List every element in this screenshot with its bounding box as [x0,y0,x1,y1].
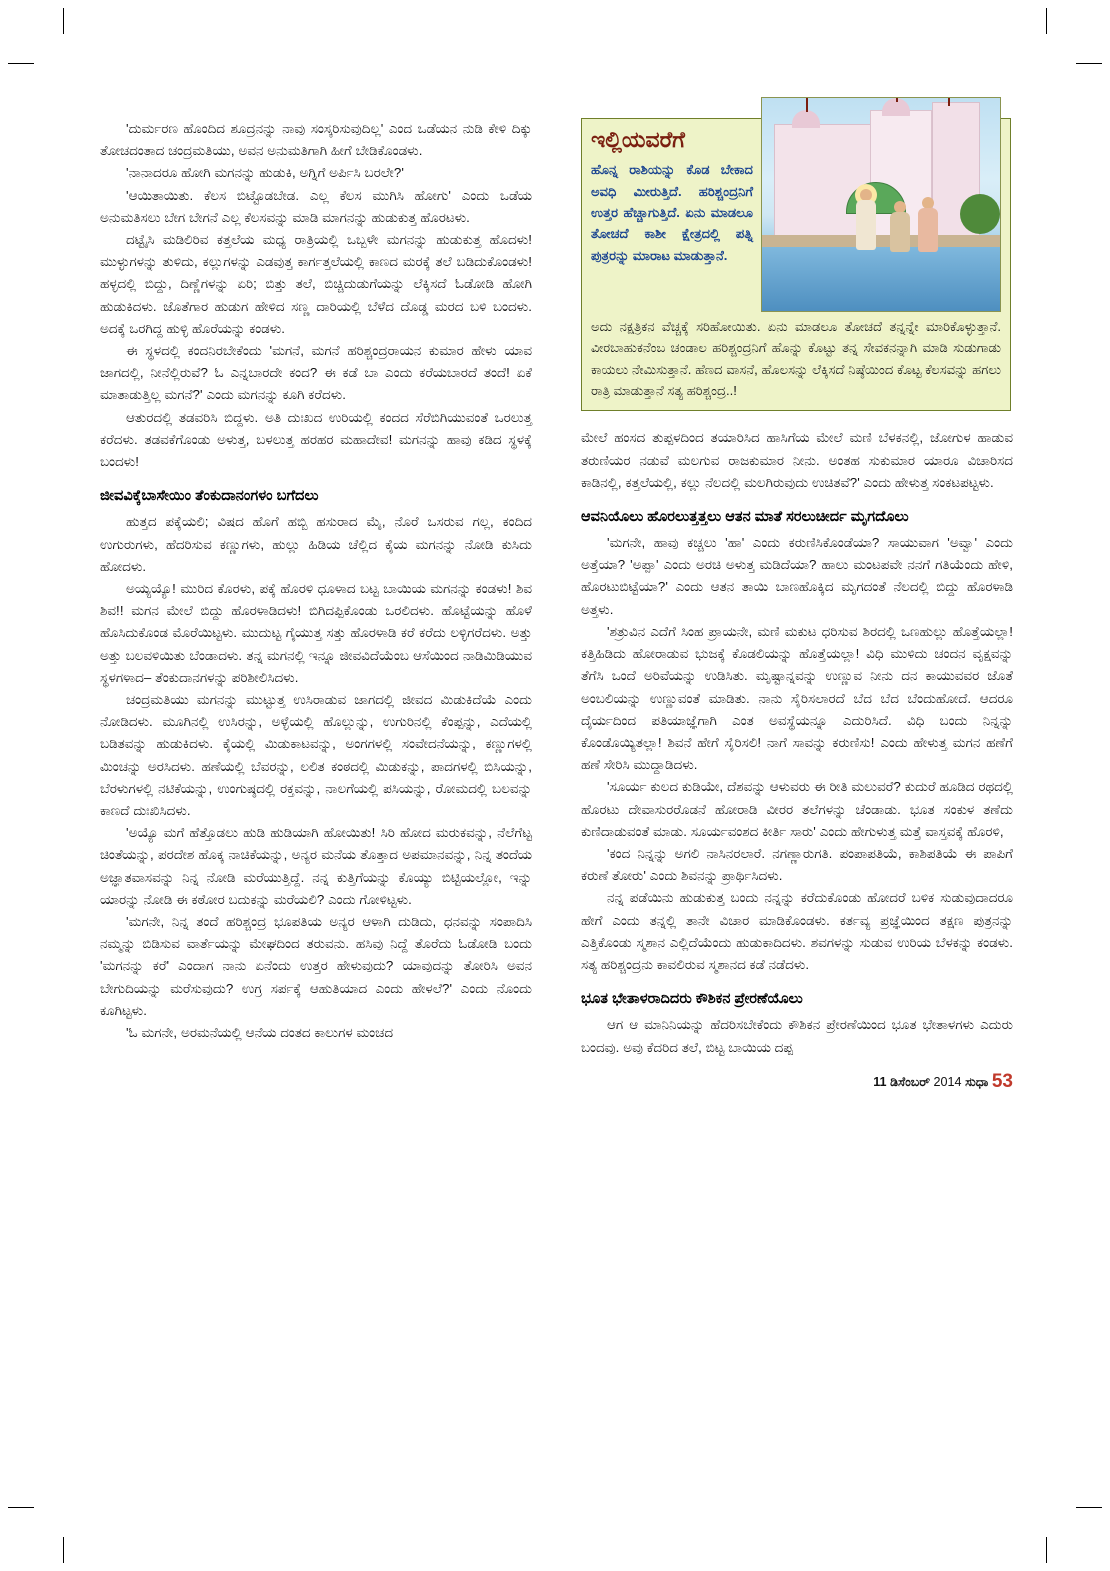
crop-mark-top-left-h [8,63,34,64]
right-column [581,118,1013,1092]
body-paragraph: ಚಂದ್ರಮತಿಯು ಮಗನನ್ನು ಮುಟ್ಟುತ್ತ ಉಸಿರಾಡುವ ಜಾಗದಲ್ಲಿ ಜೀವದ ಮಿಡುಕಿದೆಯೆ ಎಂದು ನೋಡಿದಳು. ಮೂಗಿನಲ್ಲಿ ಉಸಿರನ್ನು, ಅಳ್ಳೆಯಲ್ಲಿ ಹೊಲ್ಲುನ್ನು, ಉಗುರಿನಲ್ಲಿ ಕೆಂಪ್ಪನ್ನು, ಎದೆಯಲ್ಲಿ ಬಡಿತವನ್ನು ಹುಡುಕಿದಳು. ಕೈಯಲ್ಲಿ ಮಿಡುಕಾಟವನ್ನು, ಅಂಗಗಳಲ್ಲಿ ಸಂವೇದನೆಯನ್ನು, ಕಣ್ಣುಗಳಲ್ಲಿ ಮಿಂಚನ್ನು ಅರಸಿದಳು. ಹಣೆಯಲ್ಲಿ ಬೆವರನ್ನು, ಲಲಿತ ಕಂಠದಲ್ಲಿ ಮಿಡುಕನ್ನು, ಪಾದಗಳಲ್ಲಿ ಬಿಸಿಯನ್ನು, ಬೆರಳುಗಳಲ್ಲಿ ನಟಿಕೆಯನ್ನು, ಉಂಗುಷ್ಠದಲ್ಲಿ ರಕ್ತವನ್ನು, ನಾಲಗೆಯಲ್ಲಿ ಪಸಿಯನ್ನು, ರೋಮದಲ್ಲಿ ಬಲವನ್ನು ಕಾಣದೆ ದುಃಖಿಸಿದಳು. [100,692,532,819]
illustration-figure-child [888,201,912,253]
illustration-water [762,247,1000,311]
body-paragraph: ಈ ಸ್ಥಳದಲ್ಲಿ ಕಂದನಿರಬೇಕೆಂದು 'ಮಗನೆ, ಮಗನೆ ಹರಿಶ್ಚಂದ್ರರಾಯನ ಕುಮಾರ ಹೇಳು ಯಾವ ಜಾಗದಲ್ಲಿ, ನೀನೆಲ್ಲಿರುವೆ? ಓ ಎನ್ನಬಾರದೇ ಕಂದ? ಈ ಕಡೆ ಬಾ ಎಂದು ಕರೆಯಬಾರದೆ ತಂದೆ! ಏಕೆ ಮಾತಾಡುತ್ತಿಲ್ಲ ಮಗನೆ?' ಎಂದು ಮಗನನ್ನು ಕೂಗಿ ಕರೆದಳು. [100,343,532,403]
section-heading: ಭೂತ ಭೇತಾಳರಾದಿದರು ಕೌಶಿಕನ ಪ್ರೇರಣೆಯೊಲು [581,991,803,1008]
illustration-figure-body [856,200,876,250]
crop-mark-top-right-h [1076,63,1102,64]
page-footer [873,1071,1013,1093]
body-paragraph: 'ಅಯ್ಯೊ ಮಗೆ ಹೆತ್ತೊಡಲು ಹುಡಿ ಹುಡಿಯಾಗಿ ಹೋಯಿತು! ಸಿರಿ ಹೋದ ಮರುಕವನ್ನು, ನೆಲೆಗೆಟ್ಟ ಚಿಂತೆಯನ್ನು, ಪರದೇಶ ಹೊಕ್ಕ ನಾಚಿಕೆಯನ್ನು, ಅನ್ಯರ ಮನೆಯ ತೊತ್ತಾದ ಅಪಮಾನವನ್ನು, ನಿನ್ನ ತಂದೆಯ ಅಜ್ಞಾತವಾಸವನ್ನು ನಿನ್ನ ನೋಡಿ ಮರೆಯುತ್ತಿದ್ದೆ. ನನ್ನ ಕುತ್ತಿಗೆಯನ್ನು ಕೊಯ್ಯು ಬಿಟ್ಟಿಯಲ್ಲೋ, ಇನ್ನು ಯಾರನ್ನು ನೋಡಿ ಈ ಕಠೋರ ಬದುಕನ್ನು ಮರೆಯಲಿ? ಎಂದು ಗೋಳಿಟ್ಟಳು. [100,825,532,907]
body-paragraph: ಮೇಲೆ ಹಂಸದ ತುಪ್ಪಳದಿಂದ ತಯಾರಿಸಿದ ಹಾಸಿಗೆಯ ಮೇಲೆ ಮಣಿ ಬೆಳಕನಲ್ಲಿ, ಜೋಗುಳ ಹಾಡುವ ತರುಣಿಯರ ನಡುವೆ ಮಲಗುವ ರಾಜಕುಮಾರ ನೀನು. ಅಂತಹ ಸುಕುಮಾರ ಯಾರೂ ವಿಚಾರಿಸದ ಕಾಡಿನಲ್ಲಿ, ಕತ್ತಲೆಯಲ್ಲಿ, ಕಲ್ಲು ನೆಲದಲ್ಲಿ ಮಲಗಿರುವುದು ಉಚಿತವೆ?' ಎಂದು ಹೇಳುತ್ತ ಸಂಕಟಪಟ್ಟಳು. [581,430,1013,490]
body-paragraph: ಅಯ್ಯಯ್ಯೊ! ಮುರಿದ ಕೊರಳು, ಪಕ್ಕೆ ಹೊರಳಿ ಧೂಳಾದ ಬಟ್ಟ ಬಾಯಿಯ ಮಗನನ್ನು ಕಂಡಳು! ಶಿವ ಶಿವ!! ಮಗನ ಮೇಲೆ ಬಿದ್ದು ಹೊರಳಾಡಿದಳು! ಬಿಗಿದಪ್ಪಿಕೊಂಡು ಒರಲಿದಳು. ಹೊಟ್ಟೆಯನ್ನು ಹೊಳೆ ಹೊಸಿದುಕೊಂಡ ಮೊರೆಯಿಟ್ಟಳು. ಮುದುಟ್ಟ ಗೈಯುತ್ತ ಸತ್ತು ಹೊರಳಾಡಿ ಕರೆ ಕರೆದು ಲಳ್ಳಿಗರೆದಳು. ಅತ್ತು ಅತ್ತು ಬಲವಳಿಯಿತು ಬೆಂಡಾದಳು. ತನ್ನ ಮಗನಲ್ಲಿ ಇನ್ನೂ ಜೀವವಿದೆಯೆಂಬ ಆಸೆಯಿಂದ ನಾಡಿಮಿಡಿಯುವ ಸ್ಥಳಗಳಾದ– ತೆಂಕುದಾನಗಳನ್ನು ಪರಿಶೀಲಿಸಿದಳು. [100,581,532,685]
body-paragraph: 'ಸೂರ್ಯ ಕುಲದ ಕುಡಿಯೇ, ದೆಶವನ್ನು ಆಳುವರು ಈ ರೀತಿ ಮಲುವರೆ? ಕುದುರೆ ಹೂಡಿದ ರಥದಲ್ಲಿ ಹೊರಟು ದೇವಾಸುರರೊಡನೆ ಹೋರಾಡಿ ವೀರರ ತಲೆಗಳನ್ನು ಚೆಂಡಾಡು. ಭೂತ ಸಂಕುಳ ತಣೆದು ಕುಣಿದಾಡುವಂತೆ ಮಾಡು. ಸೂರ್ಯವಂಶದ ಕೀರ್ತಿ ಸಾರು' ಎಂದು ಹೇಗುಳುತ್ತ ಮತ್ತೆ ವಾಸ್ತವಕ್ಕೆ ಹೊರಳಿ, [581,779,1013,839]
illustration-figure-body [890,212,910,252]
sidebar-paragraph: ಹೊನ್ನ ರಾಶಿಯನ್ನು ಕೊಡ ಬೇಕಾದ ಅವಧಿ ಮೀರುತ್ತಿದೆ. ಹರಿಶ್ಚಂದ್ರನಿಗೆ ಉತ್ತರ ಹೆಚ್ಚಾಗುತ್ತಿದೆ. ಏನು ಮಾಡಲೂ ತೋಚದೆ ಕಾಶೀ ಕ್ಷೇತ್ರದಲ್ಲಿ ಪತ್ನಿ ಪುತ್ರರನ್ನು ಮಾರಾಟ ಮಾಡುತ್ತಾನೆ. [591,162,753,263]
kashi-temple-illustration [761,97,1001,312]
footer-page-number: 53 [991,1070,1013,1092]
body-paragraph: 'ದುರ್ಮರಣ ಹೊಂದಿದ ಶೂದ್ರನನ್ನು ನಾವು ಸಂಸ್ಕರಿಸುವುದಿಲ್ಲ' ಎಂದ ಒಡೆಯನ ನುಡಿ ಕೇಳಿ ದಿಕ್ಕು ತೋಚದಂತಾದ ಚಂದ್ರಮತಿಯು, ಅವನ ಅನುಮತಿಗಾಗಿ ಹೀಗೆ ಬೇಡಿಕೊಂಡಳು. [100,121,532,159]
sidebar-title: ಇಲ್ಲಿಯವರೆಗೆ [591,127,685,152]
illustration-figure-woman [916,197,940,253]
illustration-flag [806,97,808,112]
page-content [100,118,1013,1458]
body-paragraph: 'ಮಗನೇ, ನಿನ್ನ ತಂದೆ ಹರಿಶ್ಚಂದ್ರ ಭೂಪತಿಯ ಅನ್ಯರ ಆಳಾಗಿ ದುಡಿದು, ಧನವನ್ನು ಸಂಪಾದಿಸಿ ನಮ್ಮನ್ನು ಬಿಡಿಸುವ ವಾರ್ತೆಯನ್ನು ಮೇಘದಿಂದ ತರುವನು. ಹಸಿವು ನಿದ್ದೆ ತೊರೆದು ಓಡೋಡಿ ಬಂದು 'ಮಗನನ್ನು ಕರೆ' ಎಂದಾಗ ನಾನು ಏನೆಂದು ಉತ್ತರ ಹೇಳುವುದು? ಯಾವುದನ್ನು ತೋರಿಸಿ ಅವನ ಬೇಗುದಿಯನ್ನು ಮರೆಸುವುದು? ಉಗ್ರ ಸರ್ಪಕ್ಕೆ ಆಹುತಿಯಾದ ಎಂದು ಹೇಳಲೆ?' ಎಂದು ನೊಂದು ಕೂಗಿಟ್ಟಳು. [100,914,532,1018]
recap-sidebar [581,118,1011,411]
footer-day: 11 [873,1074,887,1089]
body-paragraph: 'ಮಗನೇ, ಹಾವು ಕಚ್ಚಲು 'ಹಾ' ಎಂದು ಕರುಣಿಸಿಕೊಂಡೆಯಾ? ಸಾಯುವಾಗ 'ಅವ್ವಾ' ಎಂದು ಅತ್ತೆಯಾ? 'ಅಪ್ಪಾ' ಎಂದು ಅರಚಿ ಅಳುತ್ತ ಮಡಿದೆಯಾ? ಹಾಲು ಮಂಟಪವೇ ನನಗೆ ಗತಿಯೆಂದು ಹೇಳಿ, ಹೊರಟುಬಿಟ್ಟೆಯಾ?' ಎಂದು ಆತನ ತಾಯಿ ಬಾಣಹೊಕ್ಕಿದ ಮೃಗದಂತೆ ನೆಲದಲ್ಲಿ ಬಿದ್ದು ಹೊರಳಾಡಿ ಅತ್ತಳು. [581,535,1013,617]
body-paragraph: 'ಓ ಮಗನೇ, ಅರಮನೆಯಲ್ಲಿ ಆನೆಯ ದಂತದ ಕಾಲುಗಳ ಮಂಚದ [126,1025,394,1041]
crop-mark-bottom-left-h [8,1507,34,1508]
body-paragraph: 'ಶತ್ರುವಿನ ಎದೆಗೆ ಸಿಂಹ ಪ್ರಾಯನೇ, ಮಣಿ ಮಕುಟ ಧರಿಸುವ ಶಿರದಲ್ಲಿ ಒಣಹುಲ್ಲು ಹೊತ್ತೆಯಲ್ಲಾ! ಕತ್ತಿಹಿಡಿದು ಹೋರಾಡುವ ಭುಜಕ್ಕೆ ಕೊಡಲಿಯನ್ನು ಹೊತ್ತೆಯಲ್ಲಾ! ವಿಧಿ ಮುಳಿದು ಚಂದನ ವೃಕ್ಷವನ್ನು ತೆಗೆಸಿ ಒಂದೆ ಅರಿವೆಯನ್ನು ಉಡಿಸಿತು. ಮೃಷ್ಟಾನ್ನವನ್ನು ಉಣ್ಣುವ ನೀನು ದನ ಕಾಯುವವರ ಜೊತೆ ಅಂಬಲಿಯನ್ನು ಉಣ್ಣುವಂತೆ ಮಾಡಿತು. ನಾನು ಸೈರಿಸಲಾರದೆ ಬೆದ ಬೆದ ಬೆಂದುಹೋದೆ. ಆದರೂ ದೈರ್ಯದಿಂದ ಪತಿಯಾಜ್ಞೆಗಾಗಿ ಎಂತ ಅವಸ್ಥೆಯನ್ನೂ ಎದುರಿಸಿದೆ. ವಿಧಿ ಬಂದು ನಿನ್ನನ್ನು ಕೊಂಡೊಯ್ಯಿತಲ್ಲಾ! ಶಿವನೆ ಹೇಗೆ ಸೈರಿಸಲಿ! ನಾಗೆ ಸಾವನ್ನು ಕರುಣಿಸು! ಎಂದು ಹೇಳುತ್ತ ಮಗನ ಹಣೆಗೆ ಹಣೆ ಸೇರಿಸಿ ಮುದ್ದಾಡಿದಳು. [581,623,1013,773]
footer-magazine-name: ಸುಧಾ [965,1074,989,1089]
crop-mark-bottom-right-v [1046,1537,1047,1563]
footer-month: ಡಿಸೆಂಬರ್ [890,1074,931,1089]
body-paragraph: 'ಆಯಿತಾಯಿತು. ಕೆಲಸ ಬಿಟ್ಟೊಡಬೇಡ. ಎಲ್ಲ ಕೆಲಸ ಮುಗಿಸಿ ಹೋಗು' ಎಂದು ಒಡೆಯ ಅನುಮತಿಸಲು ಬೇಗ ಬೇಗನೆ ಎಲ್ಲ ಕೆಲಸವನ್ನು ಮಾಡಿ ಮಾಗನನ್ನು ಹುಡುಕುತ್ತ ಹೊರಟಳು. [100,187,532,225]
section-heading: ಆವನಿಯೊಲು ಹೊರಲುತ್ತತ್ತಲು ಆತನ ಮಾತೆ ಸರಲುಚೀರ್ದ ಮೃಗದೊಲು [581,508,909,525]
crop-mark-bottom-right-h [1076,1507,1102,1508]
crop-mark-top-right-v [1046,8,1047,34]
body-paragraph: ಆಗ ಆ ಮಾನಿನಿಯನ್ನು ಹೆದರಿಸಬೇಕೆಂದು ಕೌಶಿಕನ ಪ್ರೇರಣೆಯಿಂದ ಭೂತ ಭೇತಾಳಗಳು ಎದುರು ಬಂದವು. ಅವು ಕೆದರಿದ ತಲೆ, ಬಿಟ್ಟ ಬಾಯಿಯ ದಪ್ಪ [581,1017,1013,1055]
sidebar-paragraph: ಅದು ನಕ್ಷತ್ರಿಕನ ವೆಚ್ಚಕ್ಕೆ ಸರಿಹೋಯಿತು. ಏನು ಮಾಡಲೂ ತೋಚದೆ ತನ್ನನ್ನೇ ಮಾರಿಕೊಳ್ಳುತ್ತಾನೆ. ವೀರಬಾಹುಕನೆಂಬ ಚಂಡಾಲ ಹರಿಶ್ಚಂದ್ರನಿಗೆ ಹೊನ್ನು ಕೊಟ್ಟು ತನ್ನ ಸೇವಕನನ್ನಾಗಿ ಮಾಡಿ ಸುಡುಗಾಡು ಕಾಯಲು ನೇಮಿಸುತ್ತಾನೆ. ಹೆಣದ ವಾಸನೆ, ಹೊಲಸನ್ನು ಲೆಕ್ಕಿಸದೆ ನಿಷ್ಠೆಯಿಂದ ಕೊಟ್ಟ ಕೆಲಸವನ್ನು ಹಗಲು ರಾತ್ರಿ ಮಾಡುತ್ತಾನೆ ಸತ್ಯ ಹರಿಶ್ಚಂದ್ರ..! [591,319,1001,398]
illustration-tree [960,194,1000,234]
body-paragraph: ಹುತ್ತದ ಪಕ್ಕೆಯಲಿ; ವಿಷದ ಹೊಗೆ ಹಬ್ಬಿ ಹಸುರಾದ ಮೈ, ನೊರೆ ಒಸರುವ ಗಲ್ಲ, ಕಂದಿದ ಉಗುರುಗಳು, ಹೆದರಿಸುವ ಕಣ್ಣುಗಳು, ಹುಲ್ಲು ಹಿಡಿಯ ಚೆಲ್ಲಿದ ಕೈಯ ಮಗನನ್ನು ನೋಡಿ ಕುಸಿದು ಹೋದಳು. [100,514,532,574]
body-paragraph: 'ಕಂದ ನಿನ್ನನ್ನು ಅಗಲಿ ನಾಸಿನರಲಾರೆ. ನಗಣ್ಣಾರುಗತಿ. ಪಂಪಾಪತಿಯೆ, ಕಾಶಿಪತಿಯೆ ಈ ಪಾಪಿಗೆ ಕರುಣೆ ತೋರು' ಎಂದು ಶಿವನನ್ನು ಪ್ರಾರ್ಥಿಸಿದಳು. [581,845,1013,884]
crop-mark-bottom-left-v [63,1537,64,1563]
body-paragraph: 'ನಾನಾದರೂ ಹೋಗಿ ಮಗನನ್ನು ಹುಡುಕಿ, ಅಗ್ನಿಗೆ ಅರ್ಪಿಸಿ ಬರಲೇ?' [126,165,404,181]
body-paragraph: ನನ್ನ ಪಡೆಯಿನು ಹುಡುಕುತ್ತ ಬಂದು ನನ್ನನ್ನು ಕರೆದುಕೊಂಡು ಹೋದರೆ ಬಳಿಕ ಸುಡುವುದಾದರೂ ಹೇಗೆ ಎಂದು ತನ್ನಲ್ಲಿ ತಾನೇ ವಿಚಾರ ಮಾಡಿಕೊಂಡಳು. ಕರ್ತವ್ಯ ಪ್ರಜ್ಞೆಯಿಂದ ತಕ್ಷಣ ಪುತ್ರನನ್ನು ಎತ್ತಿಕೊಂಡು ಸ್ಮಶಾನ ಎಲ್ಲಿದೆಯೆಂದು ಹುಡುಕಾದಿದಳು. ಶವಗಳನ್ನು ಸುಡುವ ಉರಿಯ ಬೆಳಕನ್ನು ಕಂಡಳು. ಸತ್ಯ ಹರಿಶ್ಚಂದ್ರನು ಕಾವಲಿರುವ ಸ್ಮಶಾನದ ಕಡೆ ನಡೆದಳು. [581,890,1013,972]
illustration-figure-sage [854,189,878,253]
body-paragraph: ದಟ್ಟೈಸಿ ಮಡಿಲಿರಿವ ಕತ್ತಲೆಯ ಮಧ್ಯ ರಾತ್ರಿಯಲ್ಲಿ ಒಬ್ಬಳೇ ಮಗನನ್ನು ಹುಡುಕುತ್ತ ಹೊದಳು! ಮುಳ್ಳುಗಳನ್ನು ತುಳಿದು, ಕಲ್ಲುಗಳನ್ನು ಎಡವುತ್ತ ಕಾರ್ಗತ್ತಲೆಯಲ್ಲಿ ಕಾಣದ ಮರಕ್ಕೆ ತಲೆ ಬಡಿದುಕೊಂಡಳು! ಹಳ್ಳದಲ್ಲಿ ಬಿದ್ದು, ದಿಣ್ಣೆಗಳನ್ನು ಏರಿ; ಬಿತ್ತು ತಲೆ, ಬಿಚ್ಚಿದುಡುಗೆಯನ್ನು ಲೆಕ್ಕಿಸದೆ ಓಡೋಡಿ ಹೋಗಿ ಹುಡುಕಿದಳು. ಜೊತೆಗಾರ ಹುಡುಗ ಹೇಳಿದ ಸಣ್ಣ ದಾರಿಯಲ್ಲಿ ಬೆಳೆದ ದೊಡ್ಡ ಮರದ ಬಳಿ ಬಂದಳು. ಅದಕ್ಕೆ ಒರಗಿದ್ದ ಹುಳ್ಳಿ ಹೊರೆಯನ್ನು ಕಂಡಳು. [100,232,532,336]
section-heading: ಜೀವವಿಕ್ಕೆಬಾಸೇಯಿಂ ತೆಂಕುದಾನಂಗಳಂ ಬಗೆದಲು [100,488,319,505]
illustration-flag [948,97,950,106]
illustration-figure-body [918,208,938,252]
illustration-flag [896,97,898,102]
left-column [100,118,532,1044]
footer-year: 2014 [933,1074,962,1089]
body-paragraph: ಆತುರದಲ್ಲಿ ತಡವರಿಸಿ ಬಿದ್ದಳು. ಅತಿ ದುಃಖದ ಉರಿಯಲ್ಲಿ ಕಂದದ ಸೆರೆಬಿಗಿಯುವಂತೆ ಒರಲುತ್ತ ಕರೆದಳು. ತಡವಕೆಗೊಂಡು ಅಳುತ್ತ, ಬಳಲುತ್ತ ಹರಹರ ಮಹಾದೇವ! ಮಗನನ್ನು ಹಾವು ಕಡಿದ ಸ್ಥಳಕ್ಕೆ ಬಂದಳು! [100,409,532,470]
crop-mark-top-left-v [63,8,64,34]
